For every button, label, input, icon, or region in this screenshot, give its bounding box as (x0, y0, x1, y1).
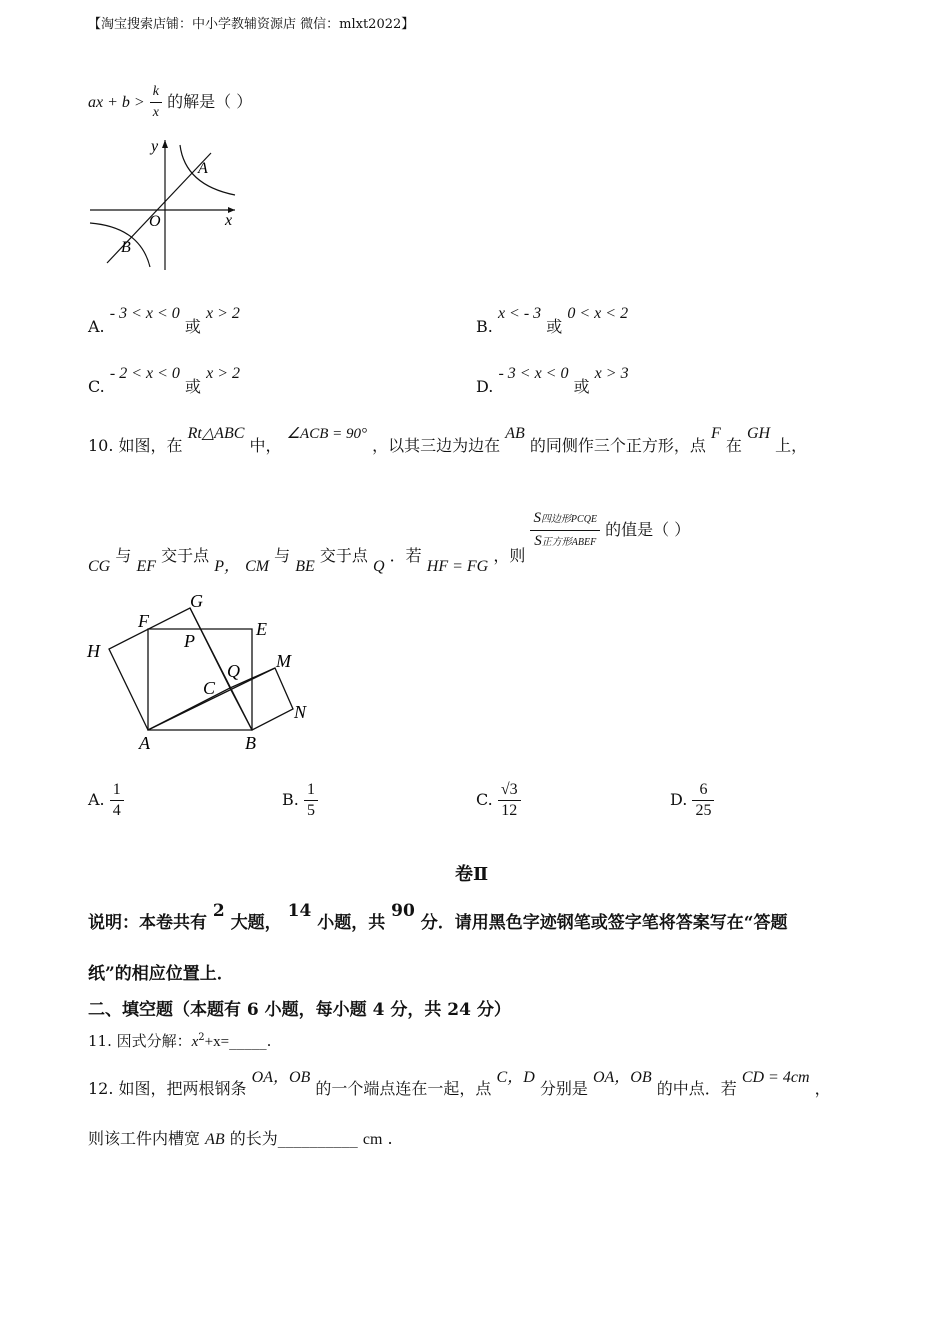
fig-label-m: M (276, 651, 291, 671)
q9-option-c[interactable]: C. - 2 < x < 0 或 x > 2 (88, 365, 240, 396)
fig-label-g: G (190, 591, 203, 611)
part2-desc-line2: 纸”的相应位置上． (88, 964, 234, 984)
q9-stem (88, 82, 252, 123)
q9-graph (85, 135, 245, 275)
q12-line2: 则该工件内槽宽 AB 的长为__________ cm . (88, 1129, 393, 1148)
graph-label-x: x (225, 212, 233, 229)
graph-label-b: B (121, 239, 131, 256)
q9-option-b[interactable]: B. x < - 3 或 0 < x < 2 (476, 305, 629, 336)
fig-label-b: B (245, 733, 256, 753)
q10-option-c[interactable]: C. $\frac{√3}{12}$ (476, 780, 521, 821)
q10-line1: 10. 如图，在 Rt△ABC 中， ∠ACB = 90° ，以其三边为边在 AB 的同侧作三个正方形，点 F 在 GH 上， (88, 425, 808, 455)
q10-option-a[interactable]: A. $\frac{1}{4}$ (88, 780, 124, 821)
q11: 11. 因式分解：$x^2+x=\_\_\_\_\_$. (88, 1032, 272, 1050)
fig-label-a: A (139, 733, 150, 753)
q10-figure (80, 585, 330, 755)
q9-stem-math: ax + b > (88, 94, 145, 111)
fig-label-n: N (294, 702, 307, 722)
fig-label-q: Q (227, 661, 240, 681)
graph-label-y: y (151, 138, 159, 155)
fig-label-f: F (138, 611, 149, 631)
section-heading: 二、填空题（本题有 6 小题，每小题 4 分，共 24 分） (88, 1000, 511, 1020)
q9-stem-fraction: $\frac{k}{x}$ (150, 82, 162, 123)
fig-label-h: H (87, 641, 100, 661)
fig-label-c: C (203, 678, 216, 698)
header-watermark: 【淘宝搜索店铺：中小学教辅资源店 微信：mlxt2022】 (88, 17, 415, 32)
q10-option-b[interactable]: B. $\frac{1}{5}$ (282, 780, 318, 821)
q9-stem-tail: 的解是（ ） (167, 92, 253, 111)
graph-label-o: O (149, 213, 161, 230)
q11-answer-blank[interactable]: _____ (229, 1032, 267, 1050)
q9-option-a[interactable]: A. - 3 < x < 0 或 x > 2 (88, 305, 240, 336)
q10-option-d[interactable]: D. $\frac{6}{25}$ (670, 780, 714, 821)
fig-label-e: E (256, 619, 267, 639)
q10-line2: CG 与 EF 交于点 P， CM 与 BE 交于点 Q ．若 HF = FG ，则 $\frac{\text{S四边形PCQE}}{\text{S正方形ABEF}}$ 的值是（ ） (88, 510, 691, 575)
part2-desc-line1: 说明：本卷共有 2 大题， 14 小题，共 90 分．请用黑色字迹钢笔或签字笔将答案写在“答题 (88, 901, 788, 933)
q12-answer-blank[interactable]: __________ (277, 1129, 358, 1148)
fig-label-p: P (184, 631, 195, 651)
q12-line1: 12. 如图，把两根钢条 OA，OB 的一个端点连在一起，点 C，D 分别是 OA，OB 的中点．若 CD = 4cm ， (88, 1069, 831, 1098)
q10-area-ratio: $\frac{\text{S四边形PCQE}}{\text{S正方形ABEF}}$ (530, 508, 600, 553)
q9-option-d[interactable]: D. - 3 < x < 0 或 x > 3 (476, 365, 629, 396)
part2-title: 卷Ⅱ (455, 864, 489, 885)
graph-label-a: A (198, 160, 208, 177)
